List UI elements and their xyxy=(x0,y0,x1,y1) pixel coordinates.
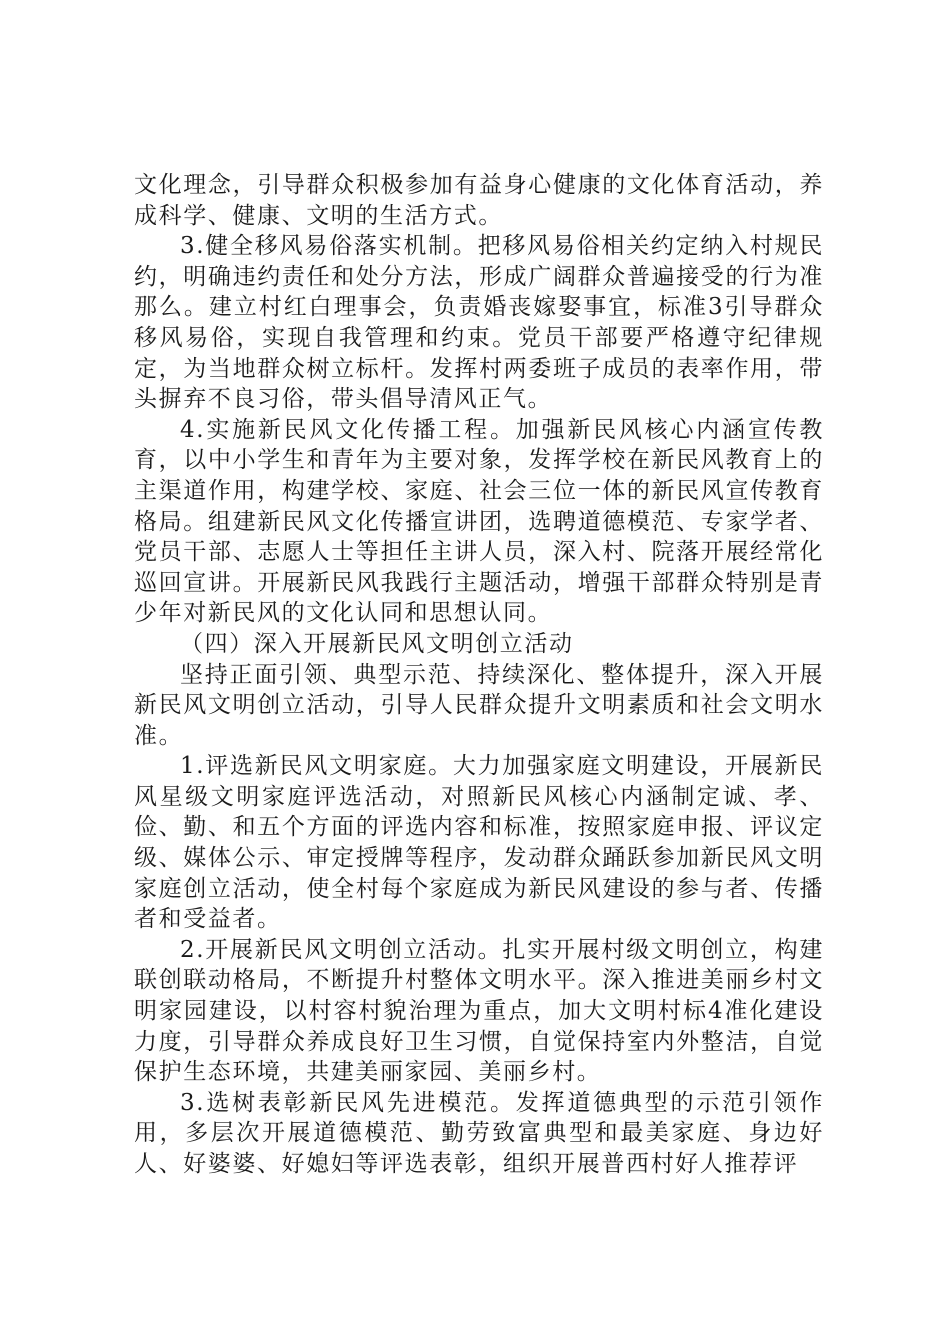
paragraph-continuation: 文化理念，引导群众积极参加有益身心健康的文化体育活动，养成科学、健康、文明的生活方式。 xyxy=(134,172,824,229)
paragraph-item-1-civilized-family: 1.评选新民风文明家庭。大力加强家庭文明建设，开展新民风星级文明家庭评选活动，对照新民风核心内涵制定诚、孝、俭、勤、和五个方面的评选内容和标准，按照家庭申报、评议定级、媒体公示、审定授牌等程序，发动群众踊跃参加新民风文明家庭创立活动，使全村每个家庭成为新民风建设的参与者、传播者和受益者。 xyxy=(134,753,824,933)
paragraph-section-intro: 坚持正面引领、典型示范、持续深化、整体提升，深入开展新民风文明创立活动，引导人民群众提升文明素质和社会文明水准。 xyxy=(134,661,824,749)
document-body xyxy=(134,170,824,1180)
paragraph-item-4-culture-dissemination: 4.实施新民风文化传播工程。加强新民风核心内涵宣传教育，以中小学生和青年为主要对象，发挥学校在新民风教育上的主渠道作用，构建学校、家庭、社会三位一体的新民风宣传教育格局。组建新民风文化传播宣讲团，选聘道德模范、专家学者、党员干部、志愿人士等担任主讲人员，深入村、院落开展经常化巡回宣讲。开展新民风我践行主题活动，增强干部群众特别是青少年对新民风的文化认同和思想认同。 xyxy=(134,416,824,627)
section-heading-4: （四）深入开展新民风文明创立活动 xyxy=(180,630,574,657)
paragraph-item-3-customs-mechanism: 3.健全移风易俗落实机制。把移风易俗相关约定纳入村规民约，明确违约责任和处分方法，形成广阔群众普遍接受的行为准那么。建立村红白理事会，负责婚丧嫁娶事宜，标准3引导群众移风易俗，实现自我管理和约束。党员干部要严格遵守纪律规定，为当地群众树立标杆。发挥村两委班子成员的表率作用，带头摒弃不良习俗，带头倡导清风正气。 xyxy=(134,233,824,413)
paragraph-item-2-civilization-activity: 2.开展新民风文明创立活动。扎实开展村级文明创立，构建联创联动格局，不断提升村整体文明水平。深入推进美丽乡村文明家园建设，以村容村貌治理为重点，加大文明村标4准化建设力度，引导群众养成良好卫生习惯，自觉保持室内外整洁，自觉保护生态环境，共建美丽家园、美丽乡村。 xyxy=(134,936,824,1086)
paragraph-item-3-advanced-models: 3.选树表彰新民风先进模范。发挥道德典型的示范引领作用，多层次开展道德模范、勤劳致富典型和最美家庭、身边好人、好婆婆、好媳妇等评选表彰，组织开展普西村好人推荐评 xyxy=(134,1089,824,1177)
